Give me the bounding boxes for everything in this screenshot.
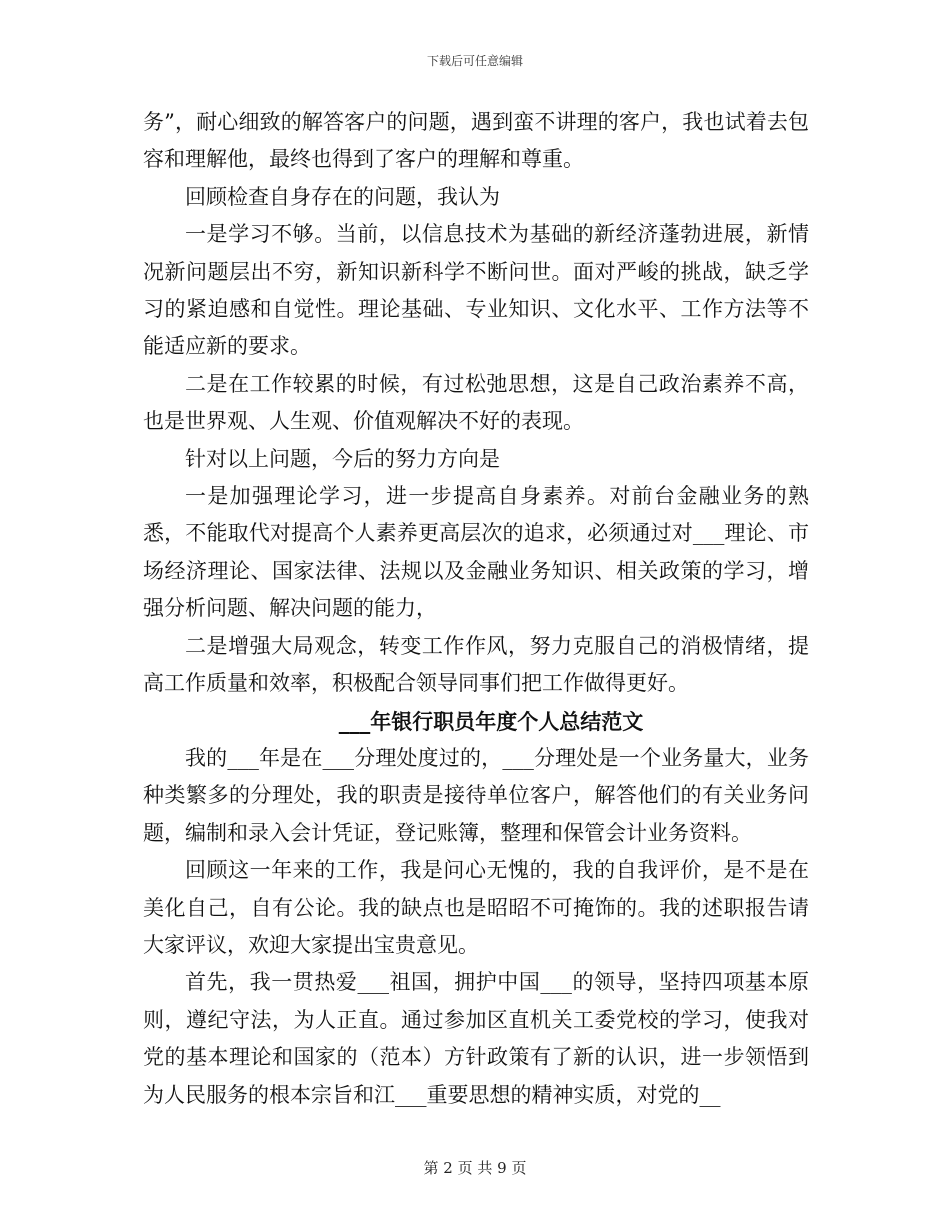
paragraph-continuation: 务”，耐心细致的解答客户的问题，遇到蛮不讲理的客户，我也试着去包容和理解他，最终也得到了客户的理解和尊重。 [143, 110, 809, 172]
paragraph-direction-two: 二是增强大局观念，转变工作作风，努力克服自己的消极情绪，提高工作质量和效率，积极配合领导同事们把工作做得更好。 [143, 633, 809, 696]
section-paragraph-first: 首先，我一贯热爱___祖国，拥护中国___的领导，坚持四项基本原则，遵纪守法，为人正直。通过参加区直机关工委党校的学习，使我对党的基本理论和国家的（范本）方针政策有了新的认识，进一步领悟到为人民服务的根本宗旨和江___重要思想的精神实质，对党的__ [143, 970, 809, 1107]
page-header: 下载后可任意编辑 [426, 54, 523, 68]
paragraph-review-intro: 回顾检查自身存在的问题，我认为 [185, 184, 500, 209]
paragraph-issue-one: 一是学习不够。当前，以信息技术为基础的新经济蓬勃进展，新情况新问题层出不穷，新知识新科学不断问世。面对严峻的挑战，缺乏学习的紧迫感和自觉性。理论基础、专业知识、文化水平、工作方法等不能适应新的要求。 [143, 222, 809, 359]
document-body [143, 104, 809, 1114]
paragraph-issue-two: 二是在工作较累的时候，有过松弛思想，这是自己政治素养不高，也是世界观、人生观、价值观解决不好的表现。 [143, 371, 809, 434]
section-paragraph-review: 回顾这一年来的工作，我是问心无愧的，我的自我评价，是不是在美化自己，自有公论。我的缺点也是昭昭不可掩饰的。我的述职报告请大家评议，欢迎大家提出宝贵意见。 [143, 858, 809, 957]
paragraph-direction-one: 一是加强理论学习，进一步提高自身素养。对前台金融业务的熟悉，不能取代对提高个人素养更高层次的追求，必须通过对___理论、市场经济理论、国家法律、法规以及金融业务知识、相关政策的学习，增强分析问题、解决问题的能力， [143, 484, 809, 621]
paragraph-direction-intro: 针对以上问题，今后的努力方向是 [185, 446, 500, 471]
section-paragraph-duties: 我的___年是在___分理处度过的，___分理处是一个业务量大，业务种类繁多的分理处，我的职责是接待单位客户，解答他们的有关业务问题，编制和录入会计凭证，登记账簿，整理和保管会计业务资料。 [143, 745, 809, 845]
section-title: ___年银行职员年度个人总结范文 [338, 708, 644, 734]
page-footer: 第 2 页 共 9 页 [423, 1159, 527, 1177]
